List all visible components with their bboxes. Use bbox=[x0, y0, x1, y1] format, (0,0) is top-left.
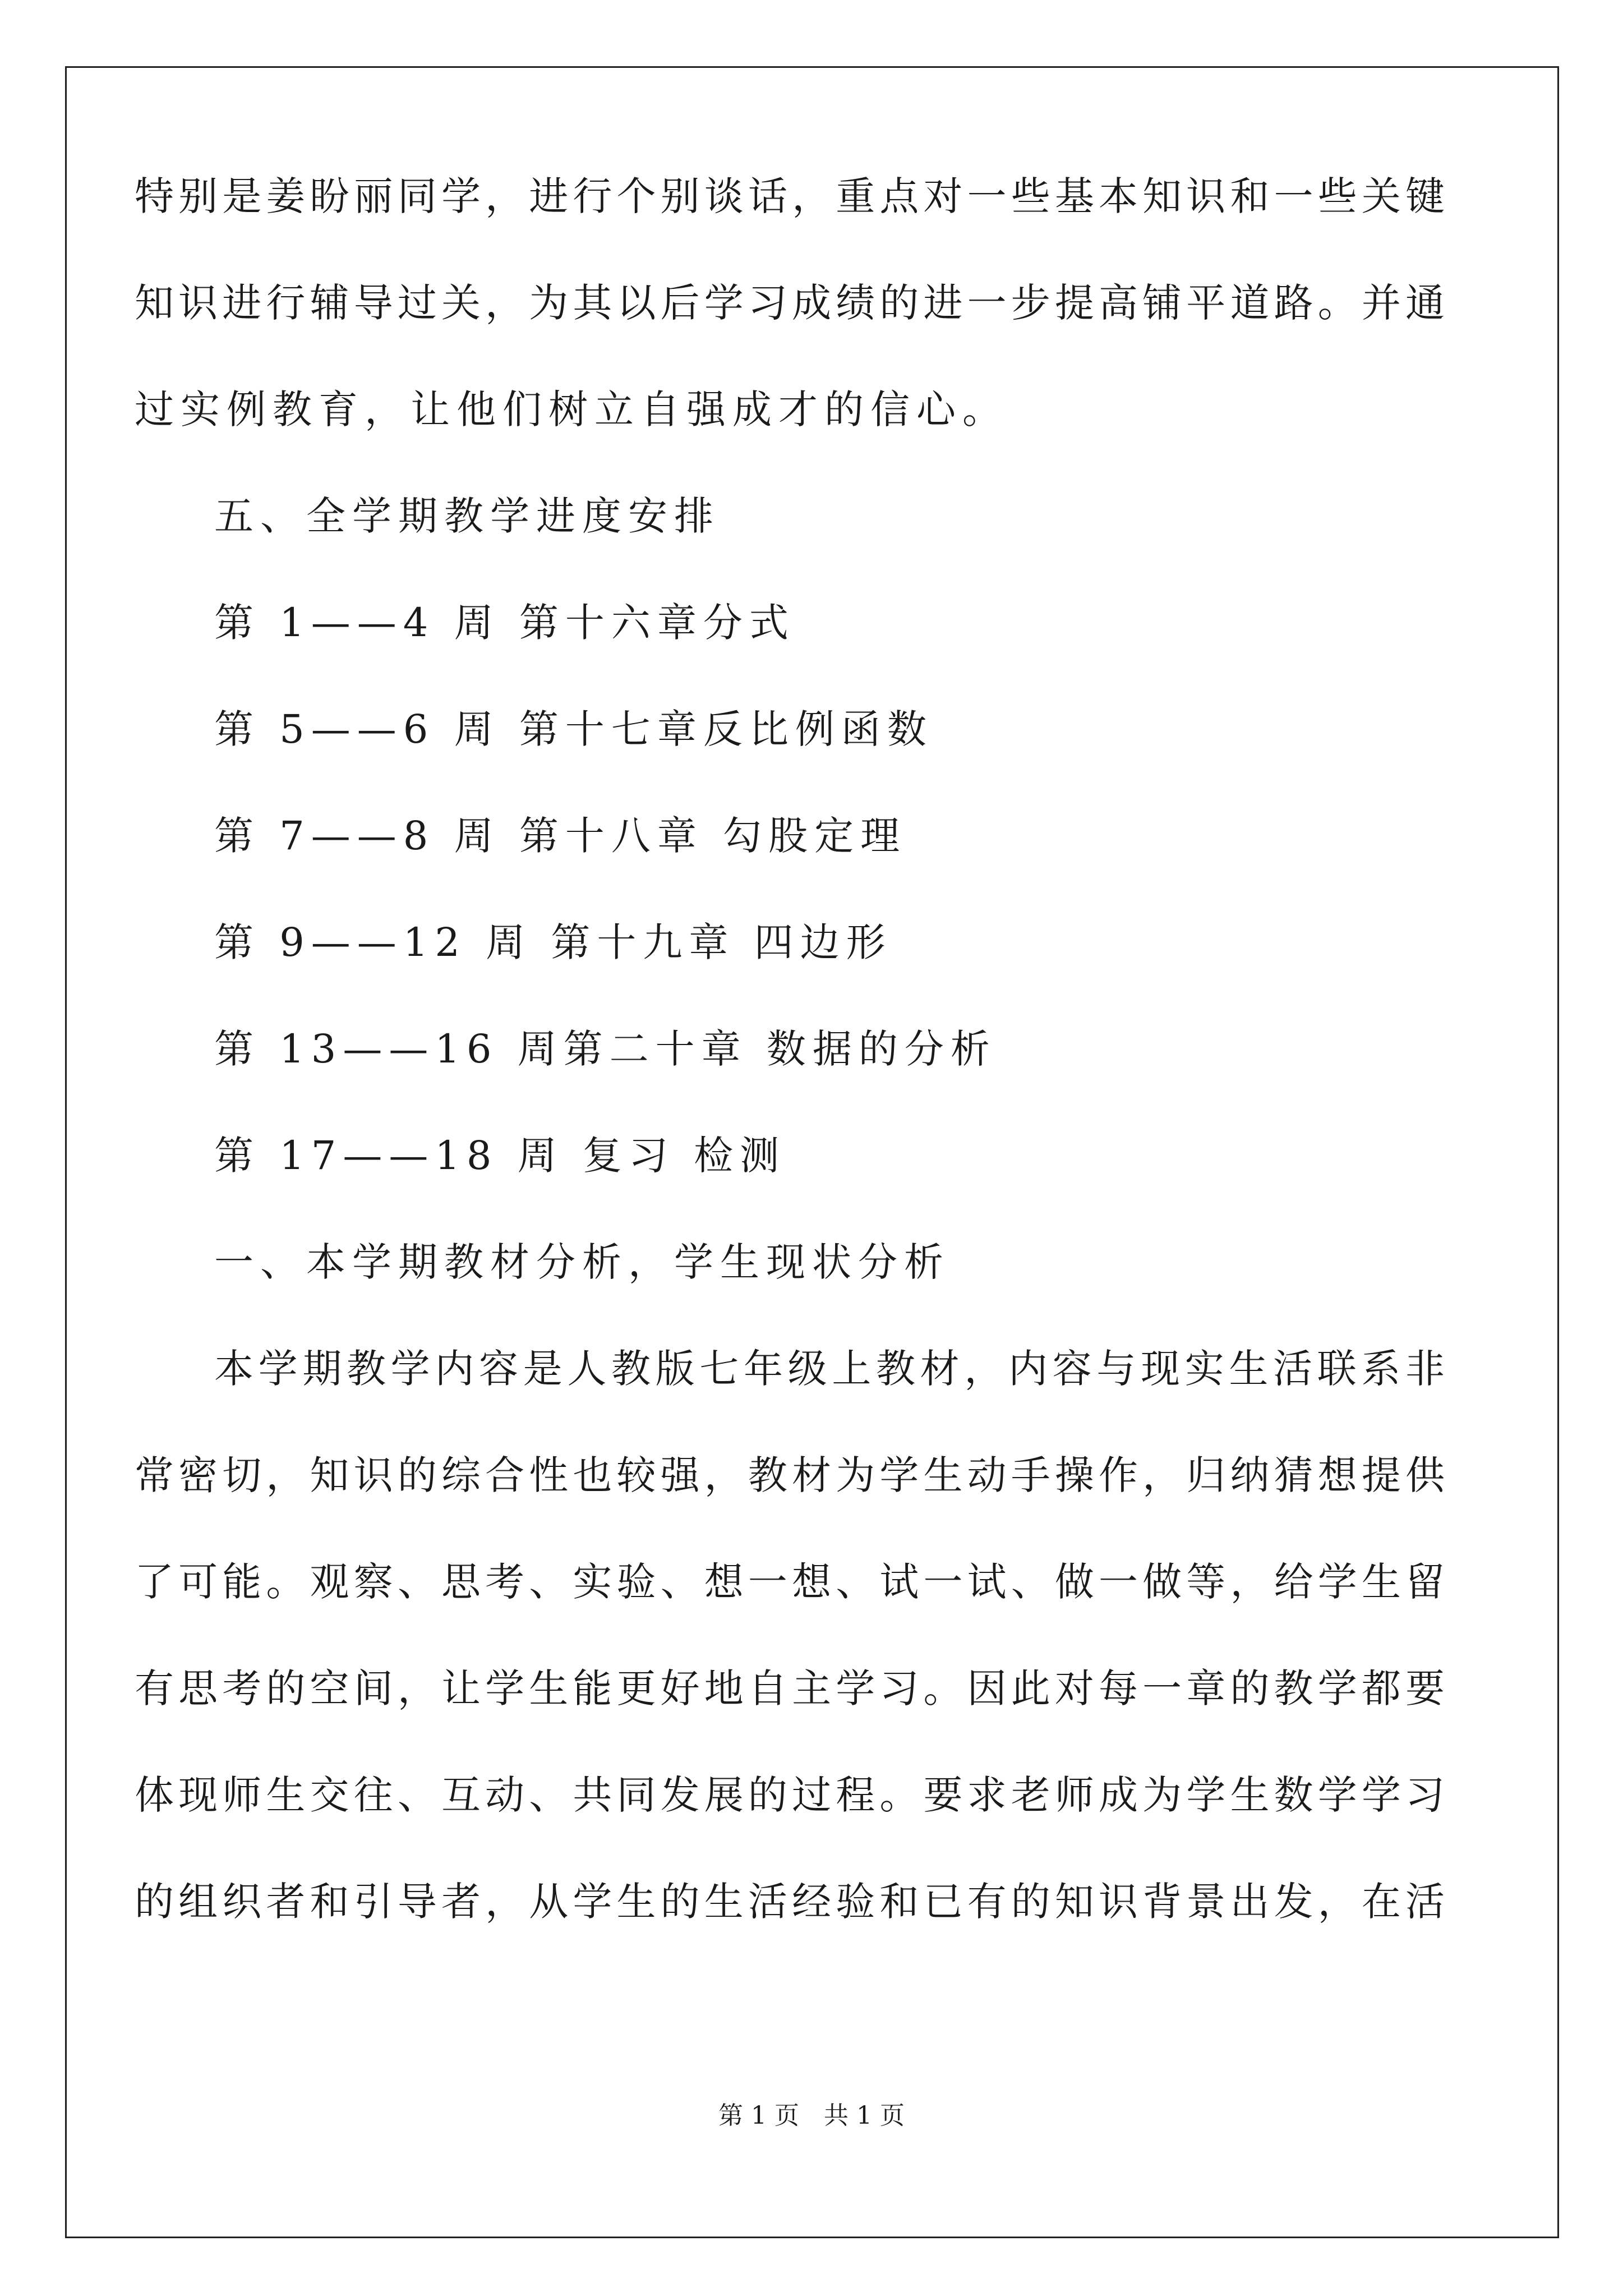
paragraph-line: 特别是姜盼丽同学，进行个别谈话，重点对一些基本知识和一些关键 bbox=[135, 173, 1445, 219]
section-heading: 五、全学期教学进度安排 bbox=[214, 493, 720, 539]
paragraph-line: 了可能。观察、思考、实验、想一想、试一试、做一做等，给学生留 bbox=[135, 1559, 1445, 1605]
paragraph-line: 过实例教育，让他们树立自强成才的信心。 bbox=[135, 386, 1008, 432]
paragraph-line: 本学期教学内容是人教版七年级上教材，内容与现实生活联系非 bbox=[214, 1346, 1445, 1392]
schedule-item: 第 7——8 周 第十八章 勾股定理 bbox=[214, 813, 907, 859]
paragraph-line: 常密切，知识的综合性也较强，教材为学生动手操作，归纳猜想提供 bbox=[135, 1452, 1445, 1498]
schedule-item: 第 5——6 周 第十七章反比例函数 bbox=[214, 706, 933, 752]
schedule-item: 第 13——16 周第二十章 数据的分析 bbox=[214, 1026, 997, 1072]
paragraph-line: 的组织者和引导者，从学生的生活经验和已有的知识背景出发，在活 bbox=[135, 1879, 1445, 1925]
paragraph-line: 有思考的空间，让学生能更好地自主学习。因此对每一章的教学都要 bbox=[135, 1665, 1445, 1711]
page-number: 第 1 页 共 1 页 bbox=[718, 2101, 905, 2130]
schedule-item: 第 9——12 周 第十九章 四边形 bbox=[214, 919, 892, 965]
paragraph-line: 知识进行辅导过关，为其以后学习成绩的进一步提高铺平道路。并通 bbox=[135, 280, 1445, 326]
schedule-item: 第 17——18 周 复习 检测 bbox=[214, 1133, 786, 1179]
paragraph-line: 体现师生交往、互动、共同发展的过程。要求老师成为学生数学学习 bbox=[135, 1772, 1445, 1818]
section-heading: 一、本学期教材分析，学生现状分析 bbox=[214, 1239, 950, 1285]
schedule-item: 第 1——4 周 第十六章分式 bbox=[214, 600, 795, 646]
